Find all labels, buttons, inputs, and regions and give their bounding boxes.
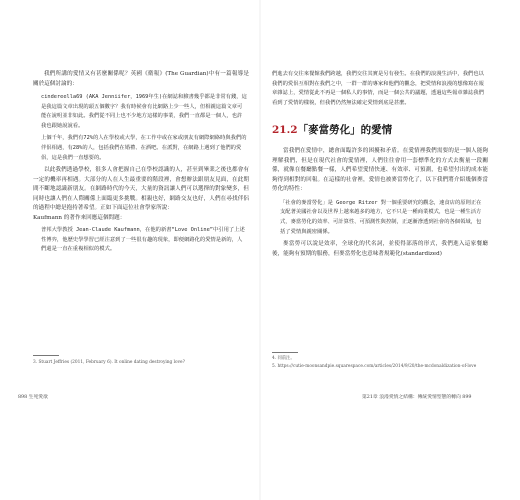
right-footnote-1: 4. 同前注。: [272, 356, 295, 361]
right-paragraph-1: 當我們在愛情中，總會面臨許多的困擾和矛盾。在愛情裡我們需要的是一個人能夠理解我們，但是在現代社會的愛情裡，人們往往會用一套標準化的方式去衡量一段關係，就像在餐廳點餐一樣，人們希望愛情快速、有效率、可預測，也希望付出的成本能夠得到相對的回報。在這樣的社會裡，愛情也被麥當勞化了，以下我們將介紹幾個麥當勞化的特性：: [272, 148, 488, 193]
left-quote-block-3: 普邦大學教授 Jean-Claude Kaufmann，在他的新書“Love Online”中引用了上述性博弈，他歷史學學習已經注意到了一些很有趣的現象，即便網路化的愛情是新的，人們還是一直在重複相似的模式。: [41, 227, 245, 253]
left-footnote-rule: [33, 355, 59, 356]
right-page: [272, 70, 488, 259]
left-paragraph-1: 我們所講的愛情又有甚麼關係呢？英國《衛報》(The Guardian)中有一篇報導是關於這個討論的：: [33, 71, 249, 87]
right-footnote-2: 5. https://cutie-moonsandpie.squarespace.com/articles/2014/9/20/the-mcdonaldization-of-love: [272, 364, 477, 369]
right-paragraph-2: 麥當勞可以說是效率，全球化的代名詞，並使得部落的形式，我們進入這家餐廳後，能夠有預期的服務，但麥當勞化也意味著規範化(standardized): [272, 241, 488, 257]
left-paragraph-2: 以此我們透過學校，很多人會把握自己在學校認識的人，甚至到畢業之後也都會有一定的機率再相遇。大部分的人在人生最重要的階段裡，會想辦法跟朋友見面，在此期間不斷地認識新朋友。在網路時代的今天，大量的資訊讓人們可以選擇的對象變多，但同時也讓人們在人際關係上面臨更多挑戰。相親也好，網路交友也好，人們在尋找伴侶的過程中總是抱持著希望。正如下面這位社會學家所說：: [33, 167, 249, 212]
section-number: 21.2: [272, 124, 298, 137]
left-paragraph-3: Kaufmann 的著作來回應這個問題：: [33, 214, 126, 221]
right-footnote-rule: [272, 352, 298, 353]
section-heading: [272, 122, 488, 137]
right-intro-quote: 們進去有交往來餐館我們跨越，我們交往其實是另有發生。在我們的浪漫生活中，我們也以我們的愛侶互相對在我們之中，一群一群的專家和他們的觀念，把愛情和浪漫的想像寫在報章雜誌上，愛情從此不再是一個私人的事情，而是一個公共的議題，透過這些報章雜誌我們看到了愛情的樣貌，但我們仍然無法確定愛情到底是甚麼。: [272, 71, 484, 106]
left-footnote: 3. Stuart Jeffries (2011, February 6). It online dating destroying love?: [33, 360, 185, 365]
left-quote-block-1: cindereella69 (AKA Jenniifer，1969年生)在網誌和臉書幾乎都是非常有錢，這是我這篇文章出現的頭五個數字？我有時候會有比網路上少一些人，但相親這篇文章可能在說明並非如此。我們從不同上也不少地方這樣的事業，我們一直都是一個人，也許我也跟她說說看。: [41, 94, 247, 129]
left-folio: 898 生死愛欲: [18, 395, 48, 400]
right-quote-block: 「社會的麥當勞化」是 George Ritzer 對一個重要研究的觀念，速食店的原則正在支配著美國社會以及世界上越來越多的地方，它不只是一種商業模式，也是一種生活方式，麥當勞化的效率、可計算性、可預測性與控制，正逐漸滲透到社會的各個領域，包括了愛情與親密關係。: [280, 199, 482, 235]
section-title: 「麥當勞化」的愛情: [297, 124, 393, 137]
left-quote-block-2: 上個千年，我們有72%的人在學校或大學，在工作中或在家或朋友有網際網絡時與我們的伴侶相遇，有28%的人，包括我們在婚禮、在酒吧、在派對，在網路上遇到了他們的愛侶，這是我們一直想要的。: [41, 135, 247, 161]
page-gutter: [259, 0, 261, 500]
left-page: [33, 70, 249, 255]
right-folio: 第21章 浪漫愛情之結構：傳統愛情型態的轉向 899: [362, 395, 472, 400]
